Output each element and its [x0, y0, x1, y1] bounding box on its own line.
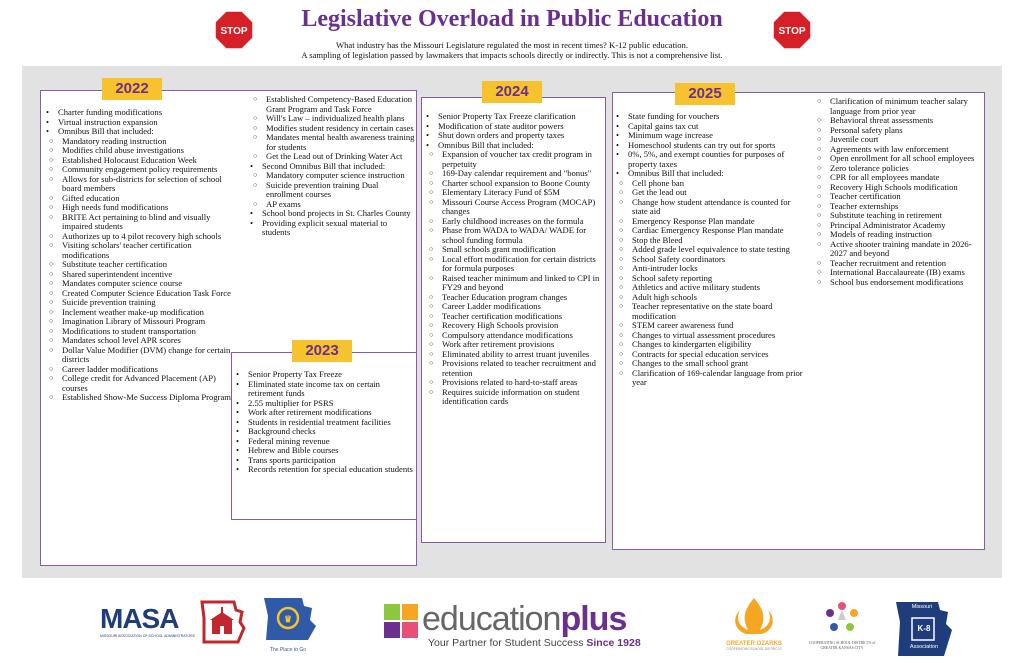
list-item: • Hebrew and Bible courses — [234, 446, 414, 456]
list-item: ○ Compulsory attendance modifications — [428, 331, 604, 341]
list-item: • Omnibus Bill that included: — [614, 169, 808, 179]
list-item: ○ STEM career awareness fund — [618, 321, 808, 331]
list-item: ○ Allows for sub-districts for selection of school board members — [48, 175, 238, 194]
list-item: ○ Cardiac Emergency Response Plan mandate — [618, 226, 808, 236]
list-item: ○ Dollar Value Modifier (DVM) change for certain districts — [48, 346, 238, 365]
list-item: • 0%, 5%, and exempt counties for purposes of property taxes — [614, 150, 808, 169]
list-item: • 2.55 multiplier for PSRS — [234, 399, 414, 409]
list-item: • State funding for vouchers — [614, 112, 808, 122]
list-item: ○ Anti-intruder locks — [618, 264, 808, 274]
educationplus-wordmark — [422, 600, 626, 639]
list-item: • Omnibus Bill that included: — [424, 141, 604, 151]
list-item: • Shut down orders and property taxes — [424, 131, 604, 141]
list-item: ○ Changes to the small school grant — [618, 359, 808, 369]
list-item: • Eliminated state income tax on certain retirement funds — [234, 380, 414, 399]
ep-tagline: Your Partner for Student Success — [428, 637, 584, 649]
list-item: ○ Requires suicide information on student identification cards — [428, 388, 604, 407]
list-item: • Virtual instruction expansion — [44, 118, 238, 128]
list-item: ○ Modifications to student transportation — [48, 327, 238, 337]
csd-logo — [806, 596, 878, 658]
list-item: ○ Behavioral threat assessments — [816, 116, 982, 126]
year-2025-col-1 — [614, 112, 808, 388]
list-item: ○ Teacher recruitment and retention — [816, 259, 982, 269]
list-item: ○ Principal Administrator Academy — [816, 221, 982, 231]
list-item: ○ Zero tolerance policies — [816, 164, 982, 174]
year-2022-col-1 — [44, 108, 238, 403]
list-item: ○ Recovery High Schools modification — [816, 183, 982, 193]
list-item: ○ Get the lead out — [618, 188, 808, 198]
list-item: ○ 169-Day calendar requirement and "bonus" — [428, 169, 604, 179]
list-item: • Homeschool students can try out for sports — [614, 141, 808, 151]
list-item: • Minimum wage increase — [614, 131, 808, 141]
y2025-omnibus-list-cont — [816, 97, 982, 287]
ep-word: education — [422, 600, 561, 638]
masa-logo — [100, 603, 195, 644]
list-item: ○ Gifted education — [48, 194, 238, 204]
list-item: ○ International Baccalaureate (IB) exams — [816, 268, 982, 278]
y2023-list — [234, 370, 414, 475]
year-2025-badge: 2025 — [675, 83, 735, 105]
list-item: • Senior Property Tax Freeze clarification — [424, 112, 604, 122]
greater-ozarks-logo — [722, 596, 786, 658]
list-item: ○ Suicide prevention training Dual enrollment courses — [252, 181, 416, 200]
list-item: ○ Adult high schools — [618, 293, 808, 303]
list-item: ○ Provisions related to teacher recruitment and retention — [428, 359, 604, 378]
list-item: ○ Mandates mental health awareness training for students — [252, 133, 416, 152]
association-text: Association — [909, 644, 939, 650]
list-item: ○ Established Competency-Based Education Grant Program and Task Force — [252, 95, 416, 114]
list-item: ○ Teacher certification — [816, 192, 982, 202]
missouri-schoolhouse-icon — [198, 598, 246, 646]
list-item: ○ Clarification of minimum teacher salary language from prior year — [816, 97, 982, 116]
list-item: ○ Contracts for special education services — [618, 350, 808, 360]
greater-ozarks-tag: COOPERATING SCHOOL DISTRICTS — [726, 647, 782, 651]
svg-text:♛: ♛ — [283, 614, 293, 624]
y2022-second-omnibus-list — [252, 171, 416, 209]
subtitle-question: What industry has the Missouri Legislature regulated the most in recent times? K-12 public education. — [335, 40, 688, 50]
list-item: ○ Visiting scholars' teacher certification modifications — [48, 241, 238, 260]
list-item: ○ Open enrollment for all school employees — [816, 154, 982, 164]
list-item: ○ Teacher certification modifications — [428, 312, 604, 322]
list-item: ○ Stop the Bleed — [618, 236, 808, 246]
year-2022-col-2 — [248, 95, 416, 238]
stop-text: STOP — [220, 26, 248, 37]
list-item: ○ Substitute teaching in retirement — [816, 211, 982, 221]
list-item: ○ Inclement weather make-up modification — [48, 308, 238, 318]
list-item: ○ Elementary Literacy Fund of $5M — [428, 188, 604, 198]
list-item: ○ School Safety coordinators — [618, 255, 808, 265]
list-item: ○ Local effort modification for certain districts for formula purposes — [428, 255, 604, 274]
list-item: ○ Work after retirement provisions — [428, 340, 604, 350]
list-item: ○ Emergency Response Plan mandate — [618, 217, 808, 227]
y2025-omnibus-list — [618, 179, 808, 388]
missouri-k8-logo — [892, 600, 954, 658]
missouri-map-icon — [258, 594, 318, 642]
list-item: ○ School bus endorsement modifications — [816, 278, 982, 288]
educationplus-mark-icon — [382, 602, 420, 640]
year-2024-col — [424, 112, 604, 407]
year-2025-col-2 — [812, 97, 982, 287]
list-item: • Providing explicit sexual material to students — [248, 219, 416, 238]
list-item: ○ Will's Law – individualized health plans — [252, 114, 416, 124]
list-item: ○ Small schools grant modification — [428, 245, 604, 255]
list-item: ○ Phase from WADA to WADA/ WADE for school funding formula — [428, 226, 604, 245]
list-item: ○ Substitute teacher certification — [48, 260, 238, 270]
place-to-go-text: The Place to Go — [269, 647, 307, 653]
list-item: ○ Missouri Course Access Program (MOCAP) changes — [428, 198, 604, 217]
list-item: ○ CPR for all employees mandate — [816, 173, 982, 183]
stop-text: STOP — [778, 26, 806, 37]
list-item: ○ Mandates school level APR scores — [48, 336, 238, 346]
list-item: ○ Teacher Education program changes — [428, 293, 604, 303]
y2022-tail-list — [248, 209, 416, 238]
star-people-icon — [806, 596, 878, 636]
list-item: • Federal mining revenue — [234, 437, 414, 447]
ep-since: Since 1928 — [586, 637, 641, 649]
list-item: ○ Shared superintendent incentive — [48, 270, 238, 280]
list-item: • Students in residential treatment facilities — [234, 418, 414, 428]
list-item: • Modification of state auditor powers — [424, 122, 604, 132]
list-item: ○ Agreements with law enforcement — [816, 145, 982, 155]
year-2022-badge: 2022 — [102, 78, 162, 100]
y2022-omnibus-list-cont — [252, 95, 416, 162]
list-item: ○ Established Holocaust Education Week — [48, 156, 238, 166]
list-item: ○ Juvenile court — [816, 135, 982, 145]
list-item: ○ Mandatory computer science instruction — [252, 171, 416, 181]
list-item: ○ BRITE Act pertaining to blind and visually impaired students — [48, 213, 238, 232]
list-item: ○ Expansion of voucher tax credit program in perpetuity — [428, 150, 604, 169]
educationplus-logo — [382, 600, 662, 656]
k8-text: K-8 — [917, 624, 931, 633]
list-item: ○ Raised teacher minimum and linked to CPI in FY29 and beyond — [428, 274, 604, 293]
flame-icon — [722, 596, 786, 636]
y2024-omnibus-list — [428, 150, 604, 407]
list-item: ○ Recovery High Schools provision — [428, 321, 604, 331]
y2024-list — [424, 112, 604, 150]
list-item: ○ Provisions related to hard-to-staff areas — [428, 378, 604, 388]
list-item: ○ Teacher representative on the state board modification — [618, 302, 808, 321]
list-item: ○ AP exams — [252, 200, 416, 210]
page-title: Legislative Overload in Public Education — [301, 6, 723, 32]
masa-logo-text: MASA — [100, 603, 179, 634]
header — [0, 0, 1024, 64]
y2025-list — [614, 112, 808, 179]
list-item: ○ Active shooter training mandate in 2026-2027 and beyond — [816, 240, 982, 259]
y2022-omnibus-list — [48, 137, 238, 403]
list-item: ○ Athletics and active military students — [618, 283, 808, 293]
list-item: ○ School safety reporting — [618, 274, 808, 284]
list-item: ○ Added grade level equivalence to state testing — [618, 245, 808, 255]
list-item: ○ Career ladder modifications — [48, 365, 238, 375]
list-item: ○ Mandatory reading instruction — [48, 137, 238, 147]
list-item: ○ Established Show-Me Success Diploma Program — [48, 393, 238, 403]
list-item: ○ Suicide prevention training — [48, 298, 238, 308]
list-item: • Work after retirement modifications — [234, 408, 414, 418]
list-item: ○ Cell phone ban — [618, 179, 808, 189]
list-item: ○ Created Computer Science Education Task Force — [48, 289, 238, 299]
y2022-list — [44, 108, 238, 137]
list-item: ○ High needs fund modifications — [48, 203, 238, 213]
list-item: • Senior Property Tax Freeze — [234, 370, 414, 380]
ep-plus: plus — [560, 600, 627, 638]
list-item: • Records retention for special education students — [234, 465, 414, 475]
list-item: • Charter funding modifications — [44, 108, 238, 118]
list-item: ○ Teacher externships — [816, 202, 982, 212]
list-item: ○ Charter school expansion to Boone County — [428, 179, 604, 189]
list-item: • Second Omnibus Bill that included: — [248, 162, 416, 172]
list-item: ○ Models of reading instruction — [816, 230, 982, 240]
list-item: ○ Mandates computer science course — [48, 279, 238, 289]
list-item: ○ Career Ladder modifications — [428, 302, 604, 312]
educationplus-tagline — [428, 637, 641, 649]
list-item: ○ Changes to kindergarten eligibility — [618, 340, 808, 350]
list-item: • School bond projects in St. Charles County — [248, 209, 416, 219]
year-2024-badge: 2024 — [482, 81, 542, 103]
list-item: • Trans sports participation — [234, 456, 414, 466]
list-item: ○ College credit for Advanced Placement (AP) courses — [48, 374, 238, 393]
greater-ozarks-text: GREATER OZARKS — [726, 641, 782, 647]
list-item: ○ Personal safety plans — [816, 126, 982, 136]
year-2023-col — [234, 370, 414, 475]
missouri-text: Missouri — [911, 604, 933, 610]
list-item: ○ Early childhood increases on the formula — [428, 217, 604, 227]
list-item: ○ Get the Lead out of Drinking Water Act — [252, 152, 416, 162]
list-item: ○ Modifies child abuse investigations — [48, 146, 238, 156]
list-item: • Background checks — [234, 427, 414, 437]
list-item: ○ Authorizes up to 4 pilot recovery high schools — [48, 232, 238, 242]
csd-text: COOPERATING SCHOOL DISTRICTS of GREATER KANSAS CITY — [808, 641, 876, 650]
list-item: • Omnibus Bill that included: — [44, 127, 238, 137]
masa-tagline: MISSOURI ASSOCIATION OF SCHOOL ADMINISTRATORS — [100, 634, 195, 638]
list-item: ○ Clarification of 169-calendar language from prior year — [618, 369, 808, 388]
list-item: ○ Eliminated ability to arrest truant juveniles — [428, 350, 604, 360]
list-item: ○ Modifies student residency in certain cases — [252, 124, 416, 134]
association-map-logo — [258, 594, 318, 653]
list-item: ○ Changes to virtual assessment procedures — [618, 331, 808, 341]
list-item: • Capital gains tax cut — [614, 122, 808, 132]
list-item: ○ Change how student attendance is counted for state aid — [618, 198, 808, 217]
list-item: ○ Imagination Library of Missouri Program — [48, 317, 238, 327]
year-2023-badge: 2023 — [292, 340, 352, 362]
list-item: ○ Community engagement policy requirements — [48, 165, 238, 175]
subtitle-note: A sampling of legislation passed by lawmakers that impacts schools directly or indirectly. This is not a comprehensive list. — [301, 50, 723, 60]
